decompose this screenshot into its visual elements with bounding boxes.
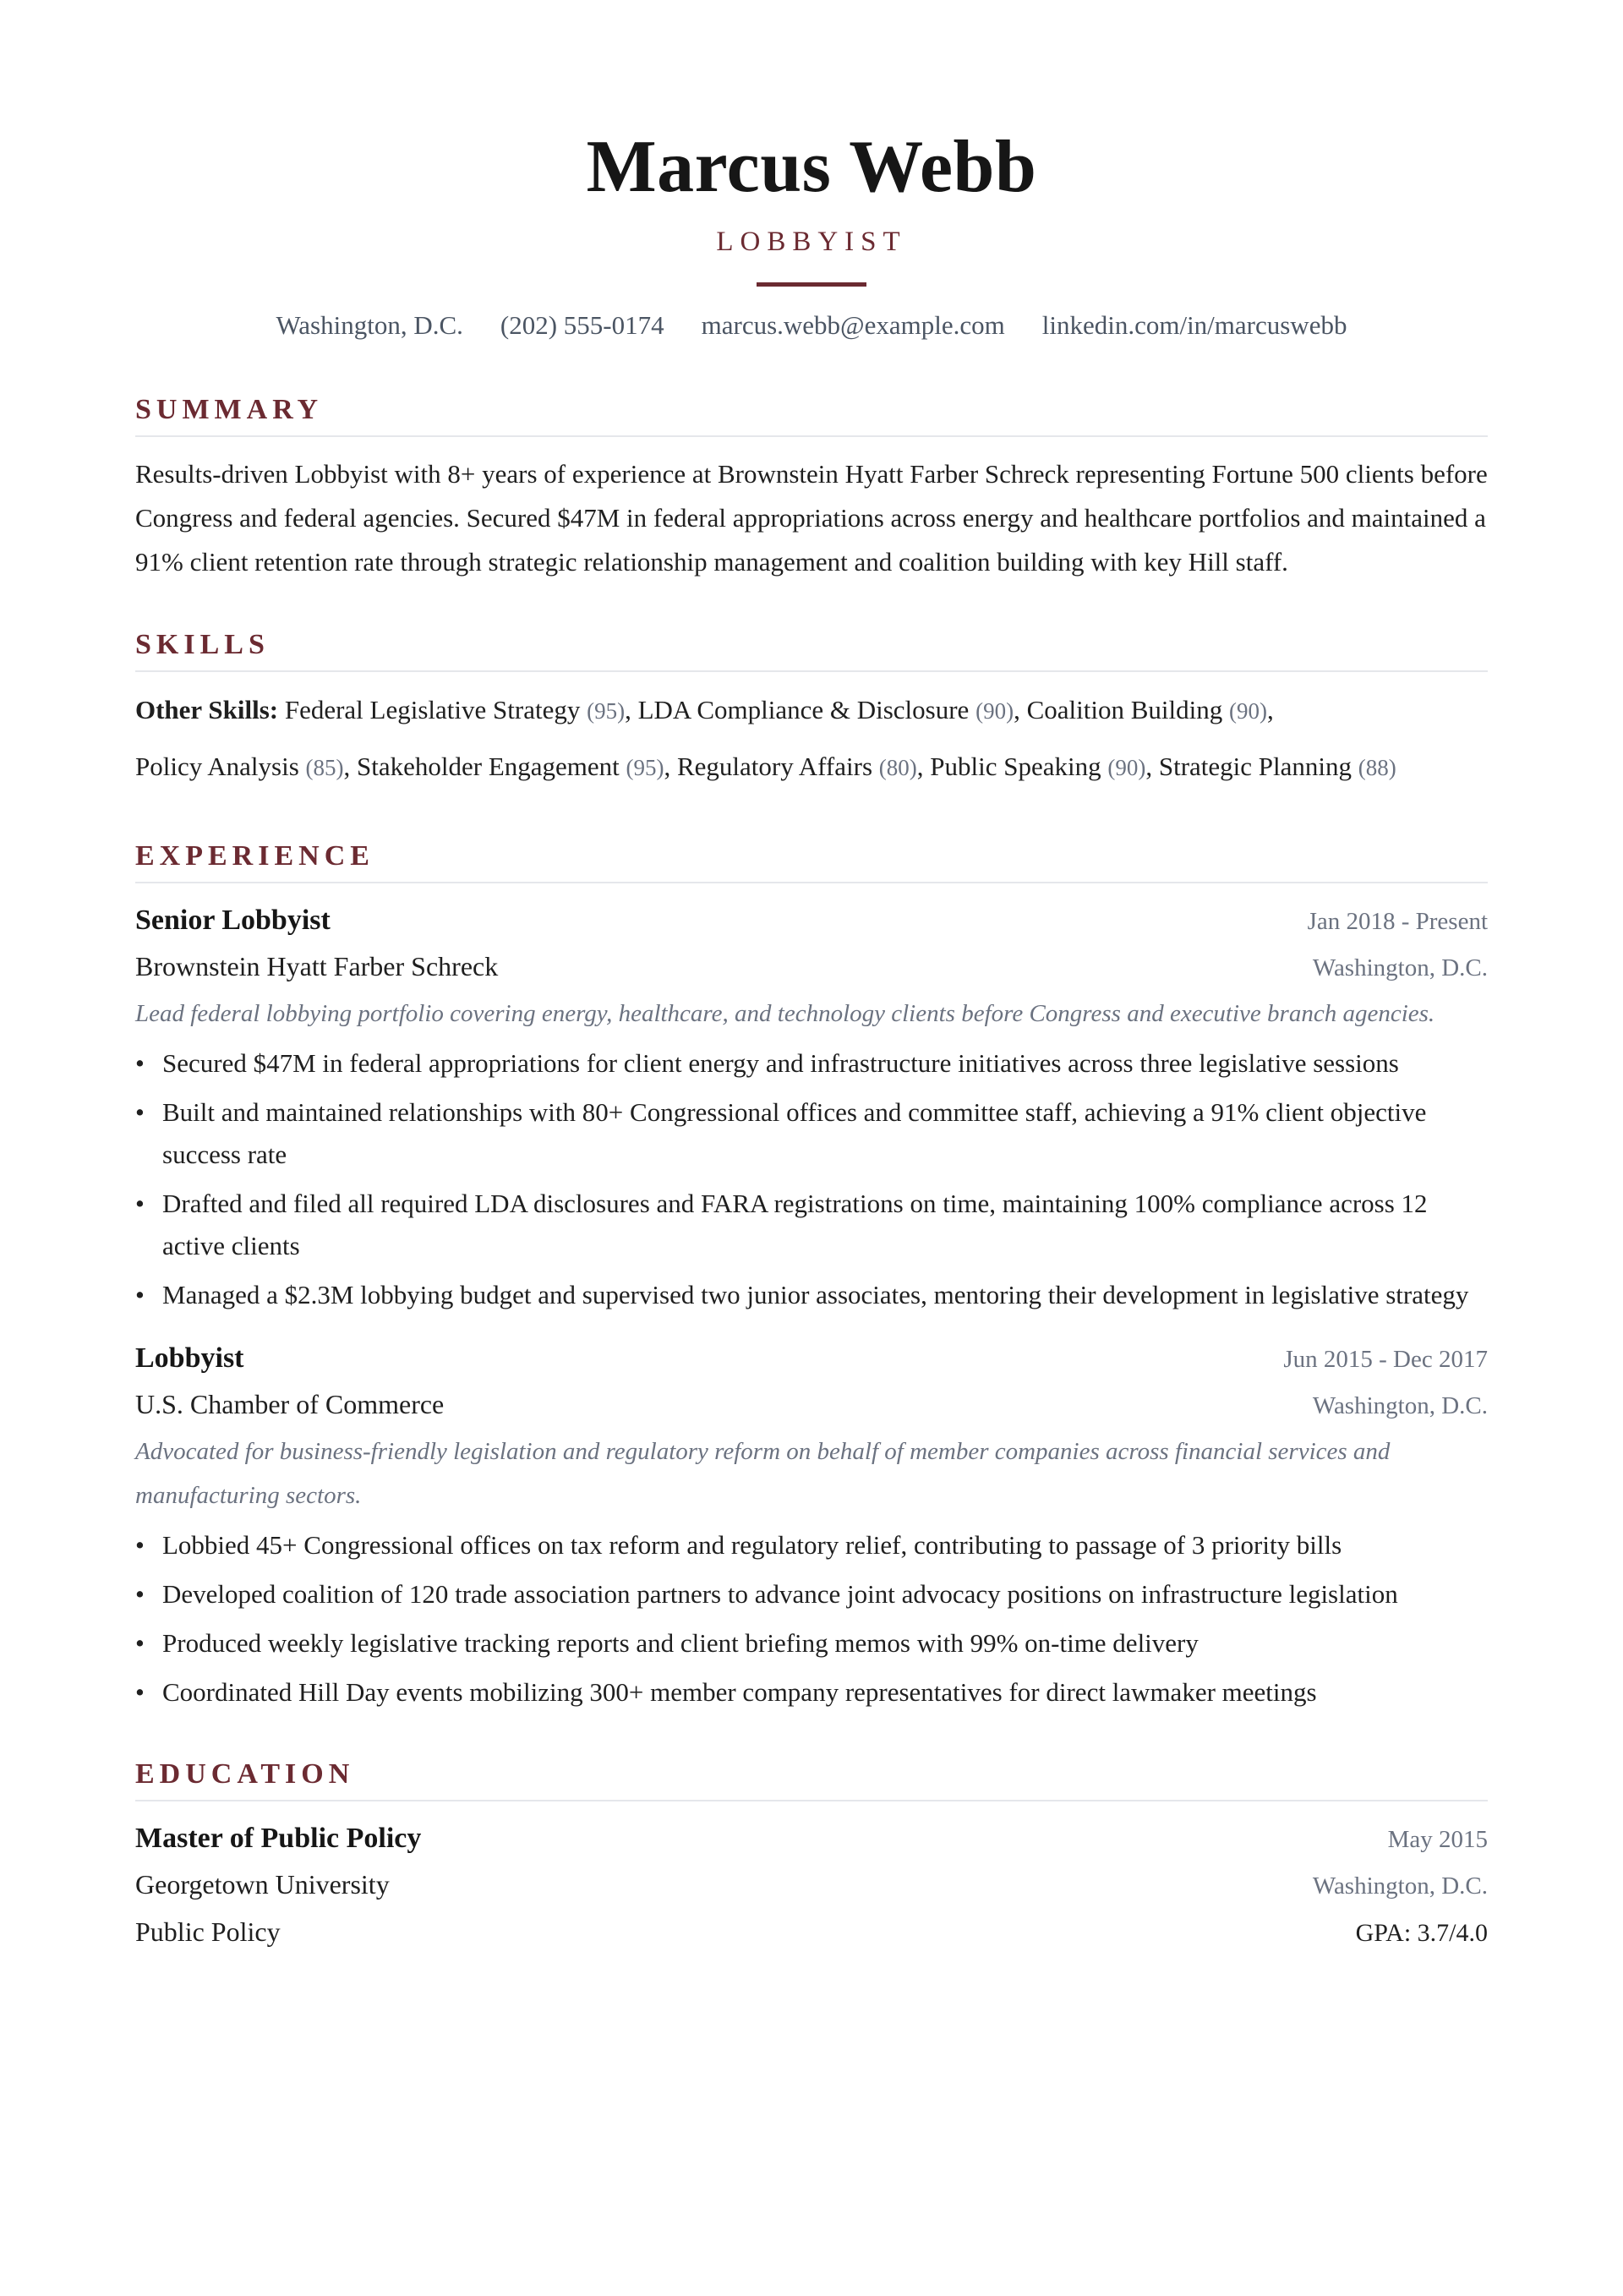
job-title: Lobbyist	[135, 1342, 244, 1374]
bullet-item: • Lobbied 45+ Congressional offices on tax reform and regulatory relief, contributing to passage of 3 priority bills	[135, 1524, 1488, 1566]
gpa: GPA: 3.7/4.0	[1355, 1919, 1488, 1947]
skill-item: Strategic Planning (88)	[1158, 752, 1396, 781]
summary-text: Results-driven Lobbyist with 8+ years of experience at Brownstein Hyatt Farber Schreck representing Fortune 500 clients before Congress and federal agencies. Secured $47M in federal appropriations across energy and healthcare portfolios and maintained a 91% client retention rate through strategic relationship management and coalition building with key Hill staff.	[135, 459, 1488, 577]
contact-linkedin: linkedin.com/in/marcuswebb	[1041, 310, 1347, 340]
graduation-date: May 2015	[1387, 1826, 1488, 1853]
education-entry	[135, 1820, 1488, 1952]
job-bullets	[135, 1524, 1488, 1714]
experience-section	[135, 839, 1488, 1714]
contact-phone: (202) 555-0174	[500, 310, 664, 340]
company-name: U.S. Chamber of Commerce	[135, 1389, 445, 1419]
contact-email: marcus.webb@example.com	[701, 310, 1005, 340]
section-divider	[135, 435, 1488, 437]
contact-line	[135, 309, 1488, 342]
skill-item: Policy Analysis (85),	[135, 752, 351, 781]
school-name: Georgetown University	[135, 1869, 390, 1900]
bullet-item: • Coordinated Hill Day events mobilizing 300+ member company representatives for direct lawmaker meetings	[135, 1671, 1488, 1714]
section-divider	[135, 1800, 1488, 1801]
skill-item: Coalition Building (90),	[1026, 695, 1274, 724]
skills-label: Other Skills:	[135, 695, 279, 724]
field-of-study: Public Policy	[135, 1916, 281, 1947]
job-description: Lead federal lobbying portfolio covering energy, healthcare, and technology clients before Congress and executive branch agencies.	[135, 1000, 1435, 1027]
skill-item: Public Speaking (90),	[930, 752, 1153, 781]
candidate-name: Marcus Webb	[586, 126, 1037, 208]
contact-location: Washington, D.C.	[276, 310, 463, 340]
section-title-experience: EXPERIENCE	[135, 840, 374, 872]
bullet-item: • Built and maintained relationships with 80+ Congressional offices and committee staff, achieving a 91% client objective success rate	[135, 1091, 1488, 1176]
section-title-education: EDUCATION	[135, 1758, 355, 1790]
job-description: Advocated for business-friendly legislation and regulatory reform on behalf of member companies across financial services and manufacturing sectors.	[135, 1438, 1391, 1509]
job-location: Washington, D.C.	[1312, 1392, 1488, 1419]
skill-item: LDA Compliance & Disclosure (90),	[637, 695, 1020, 724]
section-divider	[135, 882, 1488, 883]
skill-item: Federal Legislative Strategy (95),	[284, 695, 631, 724]
job-title: Senior Lobbyist	[135, 905, 331, 936]
experience-entry	[135, 1340, 1488, 1714]
section-divider	[135, 670, 1488, 672]
candidate-role: LOBBYIST	[716, 227, 907, 257]
education-section	[135, 1758, 1488, 1952]
section-title-summary: SUMMARY	[135, 394, 324, 425]
bullet-item: • Secured $47M in federal appropriations for client energy and infrastructure initiatives across three legislative sessions	[135, 1042, 1488, 1085]
resume-header	[135, 127, 1488, 342]
degree-title: Master of Public Policy	[135, 1823, 422, 1854]
section-title-skills: SKILLS	[135, 629, 270, 660]
skills-section	[135, 628, 1488, 795]
company-name: Brownstein Hyatt Farber Schreck	[135, 951, 499, 981]
bullet-item: • Produced weekly legislative tracking reports and client briefing memos with 99% on-time delivery	[135, 1622, 1488, 1665]
school-location: Washington, D.C.	[1312, 1872, 1488, 1900]
skill-item: Regulatory Affairs (80),	[677, 752, 924, 781]
job-dates: Jan 2018 - Present	[1307, 908, 1488, 935]
bullet-item: • Drafted and filed all required LDA disclosures and FARA registrations on time, maintaining 100% compliance across 12 active clients	[135, 1183, 1488, 1267]
role-divider	[757, 282, 866, 287]
experience-entry	[135, 902, 1488, 1316]
job-bullets	[135, 1042, 1488, 1316]
bullet-item: • Developed coalition of 120 trade association partners to advance joint advocacy positions on infrastructure legislation	[135, 1573, 1488, 1615]
summary-section	[135, 393, 1488, 584]
skills-list	[135, 682, 1488, 795]
skill-item: Stakeholder Engagement (95),	[357, 752, 671, 781]
job-location: Washington, D.C.	[1312, 954, 1488, 981]
job-dates: Jun 2015 - Dec 2017	[1283, 1346, 1488, 1373]
bullet-item: • Managed a $2.3M lobbying budget and supervised two junior associates, mentoring their development in legislative strategy	[135, 1274, 1488, 1316]
